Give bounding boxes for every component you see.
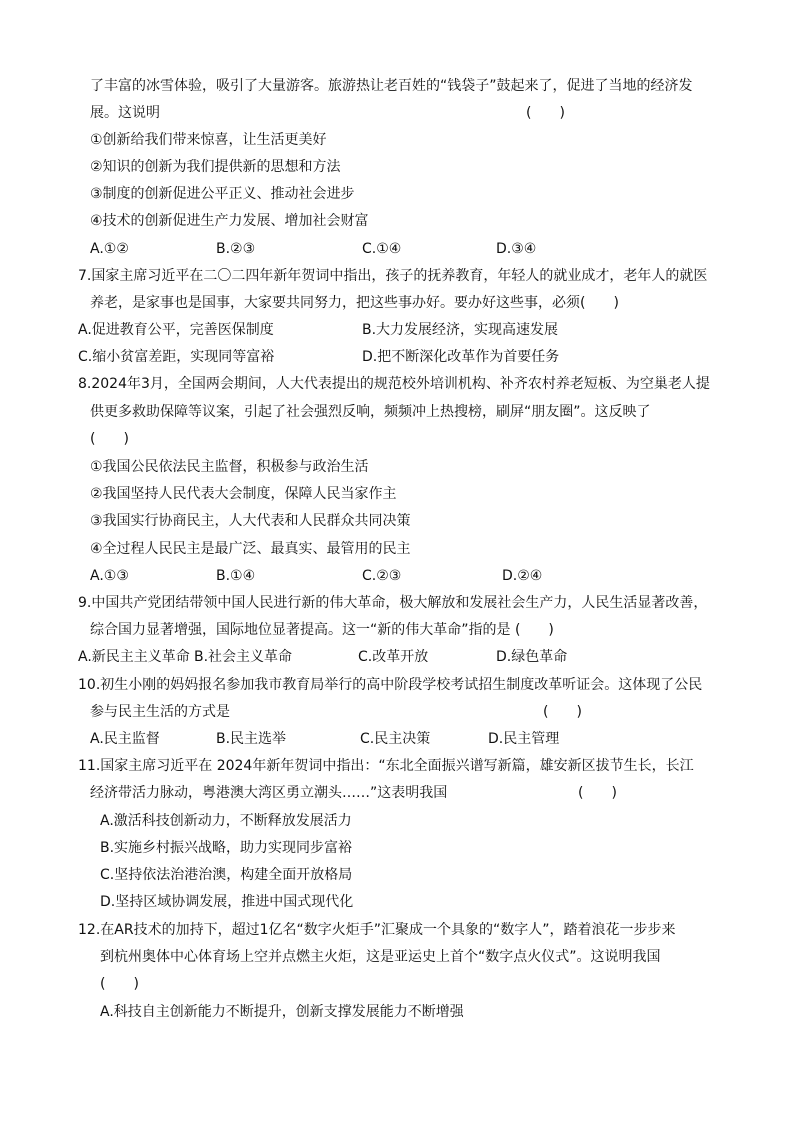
q11-answer-paren: ( ) xyxy=(578,785,617,801)
q9-option-b[interactable]: B.社会主义革命 xyxy=(194,649,293,665)
q6-item-4: ④技术的创新促进生产力发展、增加社会财富 xyxy=(90,213,369,229)
q8-item-4: ④全过程人民民主是最广泛、最真实、最管用的民主 xyxy=(90,541,411,557)
q6-option-b[interactable]: B.②③ xyxy=(216,241,256,257)
q6-option-c[interactable]: C.①④ xyxy=(362,241,402,257)
q7-option-c[interactable]: C.缩小贫富差距，实现同等富裕 xyxy=(78,349,275,365)
q6-option-d[interactable]: D.③④ xyxy=(496,241,537,257)
q10-option-a[interactable]: A.民主监督 xyxy=(90,731,160,747)
q8-item-3: ③我国实行协商民主，人大代表和人民群众共同决策 xyxy=(90,513,411,529)
q10-option-d[interactable]: D.民主管理 xyxy=(488,731,560,747)
q12-stem-line-1: 12.在AR技术的加持下，超过1亿名“数字火炬手”汇聚成一个具象的“数字人”，踏着浪花一步步来 xyxy=(78,922,676,938)
q9-stem-line-2: 综合国力显著增强，国际地位显著提高。这一“新的伟大革命”指的是 ( ) xyxy=(90,622,554,638)
q9-stem-line-1: 9.中国共产党团结带领中国人民进行新的伟大革命，极大解放和发展社会生产力，人民生活显著改善， xyxy=(78,595,708,611)
q8-option-c[interactable]: C.②③ xyxy=(362,568,402,584)
q11-option-a[interactable]: A.激活科技创新动力，不断释放发展活力 xyxy=(100,813,352,829)
q10-option-b[interactable]: B.民主选举 xyxy=(216,731,287,747)
q10-answer-paren: ( ) xyxy=(543,704,582,720)
q8-option-a[interactable]: A.①③ xyxy=(90,568,129,584)
q9-option-d[interactable]: D.绿色革命 xyxy=(496,649,568,665)
q8-item-1: ①我国公民依法民主监督，积极参与政治生活 xyxy=(90,459,369,475)
q11-option-b[interactable]: B.实施乡村振兴战略，助力实现同步富裕 xyxy=(100,840,353,856)
q12-option-a[interactable]: A.科技自主创新能力不断提升，创新支撑发展能力不断增强 xyxy=(100,1004,464,1020)
q6-option-a[interactable]: A.①② xyxy=(90,241,129,257)
q6-text-line-1: 了丰富的冰雪体验，吸引了大量游客。旅游热让老百姓的“钱袋子”鼓起来了，促进了当地的经济发 xyxy=(90,78,693,94)
q10-stem-line-2: 参与民主生活的方式是 xyxy=(90,704,230,720)
q12-stem-line-2: 到杭州奥体中心体育场上空并点燃主火炬，这是亚运史上首个“数字点火仪式”。这说明我国 xyxy=(100,949,661,965)
q10-stem-line-1: 10.初生小刚的妈妈报名参加我市教育局举行的高中阶段学校考试招生制度改革听证会。这体现了公民 xyxy=(78,677,703,693)
q11-option-c[interactable]: C.坚持依法治港治澳，构建全面开放格局 xyxy=(100,867,353,883)
q8-item-2: ②我国坚持人民代表大会制度，保障人民当家作主 xyxy=(90,486,397,502)
q7-option-d[interactable]: D.把不断深化改革作为首要任务 xyxy=(362,349,560,365)
q11-option-d[interactable]: D.坚持区域协调发展，推进中国式现代化 xyxy=(100,894,354,910)
q6-item-2: ②知识的创新为我们提供新的思想和方法 xyxy=(90,159,341,175)
q11-stem-line-2: 经济带活力脉动，粤港澳大湾区勇立潮头……”这表明我国 xyxy=(90,785,448,801)
q12-answer-paren: ( ) xyxy=(100,976,139,992)
q8-stem-line-2: 供更多救助保障等议案，引起了社会强烈反响，频频冲上热搜榜，刷屏“朋友圈”。这反映了 xyxy=(90,404,651,420)
q10-option-c[interactable]: C.民主决策 xyxy=(360,731,431,747)
q7-option-b[interactable]: B.大力发展经济，实现高速发展 xyxy=(362,322,559,338)
q9-option-c[interactable]: C.改革开放 xyxy=(358,649,429,665)
q6-item-3: ③制度的创新促进公平正义、推动社会进步 xyxy=(90,186,355,202)
q9-option-a[interactable]: A.新民主主义革命 xyxy=(78,649,190,665)
q8-option-b[interactable]: B.①④ xyxy=(216,568,256,584)
q7-stem-line-1: 7.国家主席习近平在二〇二四年新年贺词中指出，孩子的抚养教育，年轻人的就业成才，老年人的就医 xyxy=(78,268,708,284)
q7-stem-line-2: 养老，是家事也是国事，大家要共同努力，把这些事办好。要办好这些事，必须( ) xyxy=(90,295,619,311)
q6-answer-paren: ( ) xyxy=(526,105,565,121)
q8-option-d[interactable]: D.②④ xyxy=(502,568,543,584)
q11-stem-line-1: 11.国家主席习近平在 2024年新年贺词中指出：“东北全面振兴谱写新篇，雄安新区拔节生长，长江 xyxy=(78,758,694,774)
q7-option-a[interactable]: A.促进教育公平，完善医保制度 xyxy=(78,322,274,338)
q6-text-line-2: 展。这说明 xyxy=(90,105,160,121)
q6-item-1: ①创新给我们带来惊喜，让生活更美好 xyxy=(90,132,327,148)
q8-stem-line-1: 8.2024年3月，全国两会期间，人大代表提出的规范校外培训机构、补齐农村养老短板、为空巢老人提 xyxy=(78,376,710,392)
q8-answer-paren: ( ) xyxy=(90,431,129,447)
